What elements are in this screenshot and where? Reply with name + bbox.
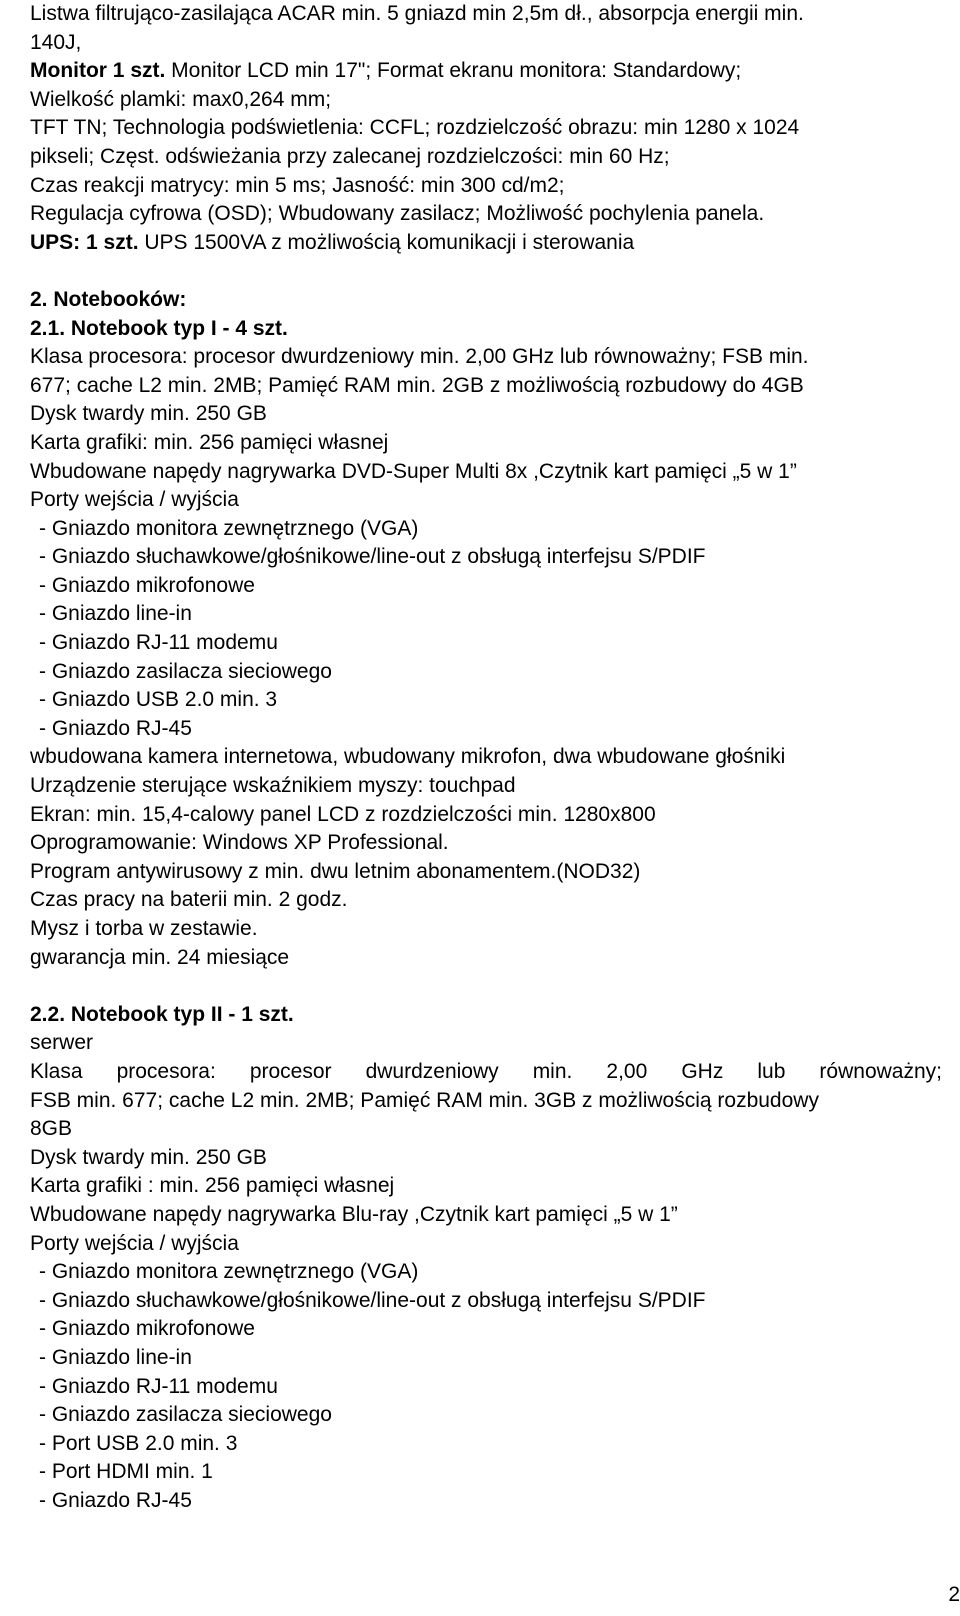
type2-port-item: - Gniazdo RJ-45 [39,1488,192,1512]
type1-extra-item: Program antywirusowy z min. dwu letnim abonamentem.(NOD32) [30,859,641,883]
type2-subtitle: serwer [30,1031,94,1055]
type1-extra-item: Czas pracy na baterii min. 2 godz. [30,888,348,912]
type2-cpu-line-3: 8GB [30,1117,73,1141]
type2-cpu-line-2: FSB min. 677; cache L2 min. 2MB; Pamięć RAM min. 3GB z możliwością rozbudowy [30,1088,819,1112]
type1-port-item: - Gniazdo RJ-11 modemu [39,631,278,655]
type2-port-item: - Gniazdo słuchawkowe/głośnikowe/line-out z obsługą interfejsu S/PDIF [39,1288,706,1312]
ups-description: UPS 1500VA z możliwością komunikacji i sterowania [138,230,635,254]
type2-port-item: - Gniazdo line-in [39,1345,192,1369]
notebook-type1-heading: 2.1. Notebook typ I - 4 szt. [30,316,288,340]
type1-extra-item: Mysz i torba w zestawie. [30,917,258,940]
spacer [30,257,942,286]
type2-port-item: - Gniazdo mikrofonowe [39,1317,255,1341]
type1-extra-item: gwarancja min. 24 miesiące [30,945,290,969]
type1-gpu: Karta grafiki: min. 256 pamięci własnej [30,430,389,454]
power-strip-line-2: 140J, [30,30,82,54]
monitor-description: Monitor LCD min 17"; Format ekranu monitora: Standardowy; [165,59,742,83]
type2-port-item: - Gniazdo monitora zewnętrznego (VGA) [39,1260,419,1284]
type1-port-item: - Gniazdo zasilacza sieciowego [39,659,332,683]
type1-cpu-line-1: Klasa procesora: procesor dwurdzeniowy min. 2,00 GHz lub równoważny; FSB min. [30,345,809,369]
type2-gpu: Karta grafiki : min. 256 pamięci własnej [30,1174,395,1198]
type2-port-item: - Gniazdo RJ-11 modemu [39,1374,278,1398]
page-number: 2 [948,1583,960,1607]
type2-ports-heading: Porty wejścia / wyjścia [30,1231,239,1255]
type1-port-item: - Gniazdo line-in [39,602,192,626]
monitor-line-2: Wielkość plamki: max0,264 mm; [30,87,332,111]
spacer [30,972,942,1001]
type1-port-item: - Gniazdo monitora zewnętrznego (VGA) [39,516,419,540]
type2-drives: Wbudowane napędy nagrywarka Blu-ray ,Czytnik kart pamięci „5 w 1” [30,1202,678,1226]
section-heading-notebooks: 2. Notebooków: [30,287,187,311]
monitor-line-6: Regulacja cyfrowa (OSD); Wbudowany zasilacz; Możliwość pochylenia panela. [30,202,765,226]
type1-extra-item: Urządzenie sterujące wskaźnikiem myszy: touchpad [30,774,516,798]
monitor-line-4: pikseli; Częst. odświeżania przy zalecanej rozdzielczości: min 60 Hz; [30,144,670,168]
type1-cpu-line-2: 677; cache L2 min. 2MB; Pamięć RAM min. 2GB z możliwością rozbudowy do 4GB [30,373,804,397]
type2-port-item: - Gniazdo zasilacza sieciowego [39,1403,332,1427]
monitor-line-1 [30,57,942,86]
type1-extra-item: wbudowana kamera internetowa, wbudowany mikrofon, dwa wbudowane głośniki [30,745,786,769]
type1-disk: Dysk twardy min. 250 GB [30,402,267,426]
notebook-type2-heading: 2.2. Notebook typ II - 1 szt. [30,1002,294,1026]
type2-cpu-line-1: Klasa procesora: procesor dwurdzeniowy min. 2,00 GHz lub równoważny; [30,1059,942,1083]
type2-disk: Dysk twardy min. 250 GB [30,1145,267,1169]
ups-label: UPS: 1 szt. [30,230,139,254]
type2-port-item: - Port HDMI min. 1 [39,1460,213,1484]
type1-port-item: - Gniazdo USB 2.0 min. 3 [39,688,278,712]
document-page [30,0,942,1515]
type1-ports-heading: Porty wejścia / wyjścia [30,488,239,512]
power-strip-line-1: Listwa filtrująco-zasilająca ACAR min. 5 gniazd min 2,5m dł., absorpcja energii min. [30,2,804,25]
type2-port-item: - Port USB 2.0 min. 3 [39,1431,238,1455]
type1-extra-item: Ekran: min. 15,4-calowy panel LCD z rozdzielczości min. 1280x800 [30,802,656,826]
type1-port-item: - Gniazdo słuchawkowe/głośnikowe/line-out z obsługą interfejsu S/PDIF [39,545,706,569]
type1-port-item: - Gniazdo RJ-45 [39,716,192,740]
monitor-line-5: Czas reakcji matrycy: min 5 ms; Jasność: min 300 cd/m2; [30,173,565,197]
type1-drives: Wbudowane napędy nagrywarka DVD-Super Multi 8x ,Czytnik kart pamięci „5 w 1” [30,459,797,483]
monitor-label: Monitor 1 szt. [30,59,166,83]
type1-extra-item: Oprogramowanie: Windows XP Professional. [30,831,449,855]
monitor-line-3: TFT TN; Technologia podświetlenia: CCFL; rozdzielczość obrazu: min 1280 x 1024 [30,116,800,140]
ups-line [30,229,942,258]
type1-port-item: - Gniazdo mikrofonowe [39,573,255,597]
